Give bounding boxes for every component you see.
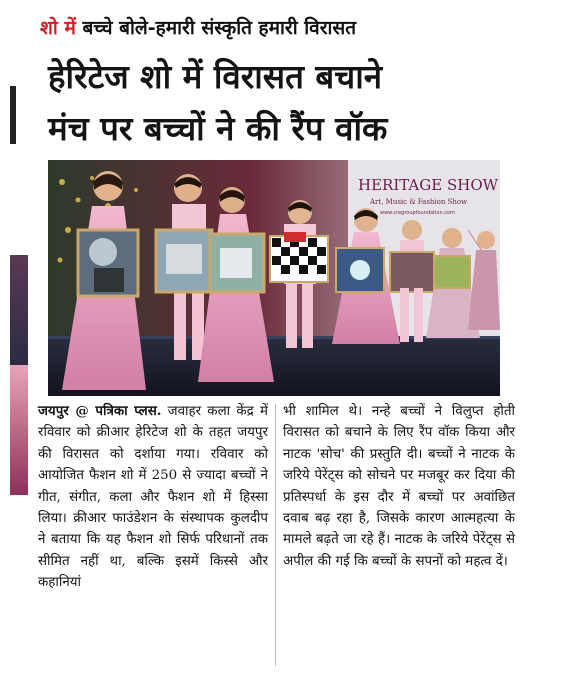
headline-accent-bar	[10, 86, 16, 144]
kicker-text: बच्चे बोले-हमारी संस्कृति हमारी विरासत	[82, 17, 357, 39]
headline-line-1: हेरिटेज शो में विरासत बचाने	[48, 57, 383, 96]
ramp-walk-illustration	[48, 160, 500, 396]
kicker-highlight: शो में	[40, 17, 76, 39]
article-column-2-text: भी शामिल थे। नन्हे बच्चों ने विलुप्त होती विरासत को बचाने के लिए रैंप वॉक किया और नाटक 'सोच' की प्रस्तुति दी। बच्चों ने नाटक के जरिये पेरेंट्स को सोचने पर मजबूर कर दिया की प्रतिस्पर्धा के इस दौर में बच्चों पर अवांछित दवाब बढ़ रहा है, जिसके कारण आत्महत्या के मामले बढ़ते जा रहे हैं। नाटक के जरिये पेरेंट्स से अपील की गई कि बच्चों के सपनों को महत्व दें।	[283, 404, 515, 569]
column-divider	[275, 404, 276, 666]
banner-website: www.cregroupfoundation.com	[380, 210, 455, 216]
child-group-right	[390, 220, 500, 342]
banner-subtitle: Art, Music & Fashion Show	[370, 198, 468, 206]
article-column-1	[38, 401, 268, 594]
banner-title: HERITAGE SHOW	[358, 176, 499, 194]
headline-line-2: मंच पर बच्चों ने की रैंप वॉक	[48, 109, 388, 148]
kicker-line	[40, 14, 356, 40]
adjacent-article-photo-fragment	[10, 255, 28, 495]
article-column-2	[283, 401, 515, 572]
byline: जयपुर @ पत्रिका प्लस.	[38, 403, 162, 419]
article-column-1-text: जवाहर कला केंद्र में रविवार को क्रीआर हेरिटेज शो के तहत जयपुर की विरासत को दर्शाया गया। रविवार को आयोजित फैशन शो में 250 से ज्यादा बच्चों ने गीत, संगीत, कला और फैशन शो में हिस्सा लिया। क्रीआर फाउंडेशन के संस्थापक कुलदीप ने बताया कि यह फैशन शो सिर्फ परिधानों तक सीमित नहीं था, बल्कि इसमें किस्से और कहानियां	[38, 404, 268, 591]
ramp-walk-photo	[48, 160, 500, 396]
